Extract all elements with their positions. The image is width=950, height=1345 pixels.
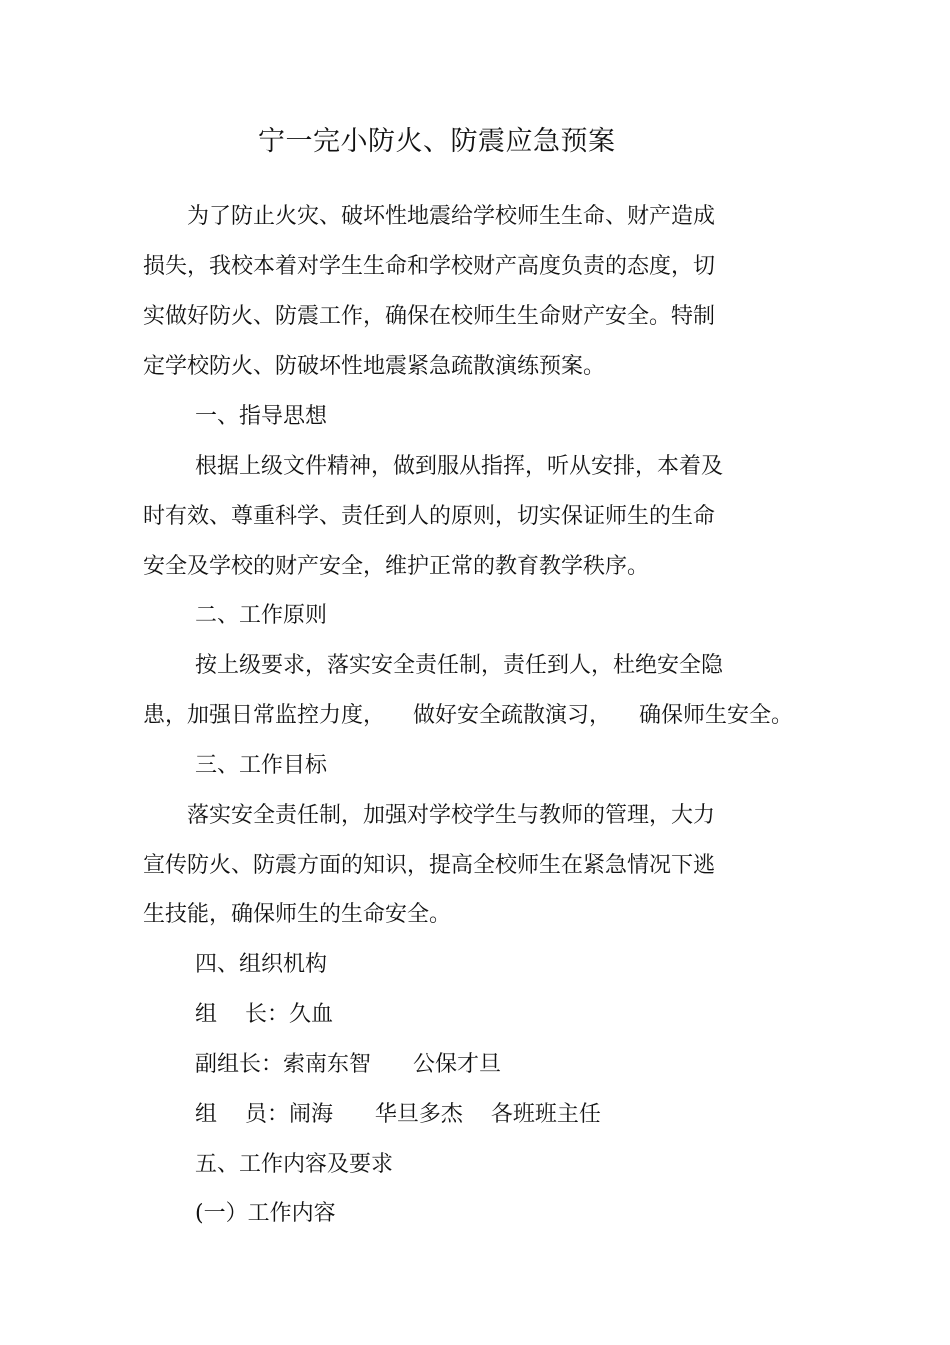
org-members: 组 员：闹海 华旦多杰 各班班主任 bbox=[195, 1102, 601, 1127]
section-heading-guiding-ideology: 一、指导思想 bbox=[195, 404, 328, 429]
section1-line-2: 时有效、尊重科学、责任到人的原则，切实保证师生的生命 bbox=[143, 504, 716, 529]
intro-line-3: 实做好防火、防震工作，确保在校师生生命财产安全。特制 bbox=[143, 304, 716, 329]
org-leader: 组 长：久血 bbox=[195, 1002, 333, 1027]
section3-line-2: 宣传防火、防震方面的知识，提高全校师生在紧急情况下逃 bbox=[143, 853, 716, 878]
intro-line-4: 定学校防火、防破坏性地震紧急疏散演练预案。 bbox=[143, 354, 606, 379]
document-title: 宁一完小防火、防震应急预案 bbox=[258, 126, 616, 157]
section-heading-work-goals: 三、工作目标 bbox=[195, 753, 328, 778]
section-heading-organization: 四、组织机构 bbox=[195, 952, 328, 977]
intro-line-2: 损失，我校本着对学生生命和学校财产高度负责的态度，切 bbox=[143, 254, 716, 279]
section3-line-1: 落实安全责任制，加强对学校学生与教师的管理，大力 bbox=[187, 803, 716, 828]
section2-line-2: 患，加强日常监控力度， 做好安全疏散演习， 确保师生安全。 bbox=[143, 703, 793, 728]
subsection-heading-work-content: (一）工作内容 bbox=[195, 1201, 336, 1226]
section-heading-work-principles: 二、工作原则 bbox=[195, 603, 328, 628]
section1-line-1: 根据上级文件精神，做到服从指挥，听从安排，本着及 bbox=[195, 454, 724, 479]
intro-line-1: 为了防止火灾、破坏性地震给学校师生生命、财产造成 bbox=[187, 204, 716, 229]
section1-line-3: 安全及学校的财产安全，维护正常的教育教学秩序。 bbox=[143, 554, 650, 579]
section3-line-3: 生技能，确保师生的生命安全。 bbox=[143, 902, 452, 927]
section2-line-1: 按上级要求，落实安全责任制，责任到人，杜绝安全隐 bbox=[195, 653, 724, 678]
org-deputy-leaders: 副组长：索南东智 公保才旦 bbox=[195, 1052, 501, 1077]
section-heading-work-content: 五、工作内容及要求 bbox=[195, 1152, 394, 1177]
